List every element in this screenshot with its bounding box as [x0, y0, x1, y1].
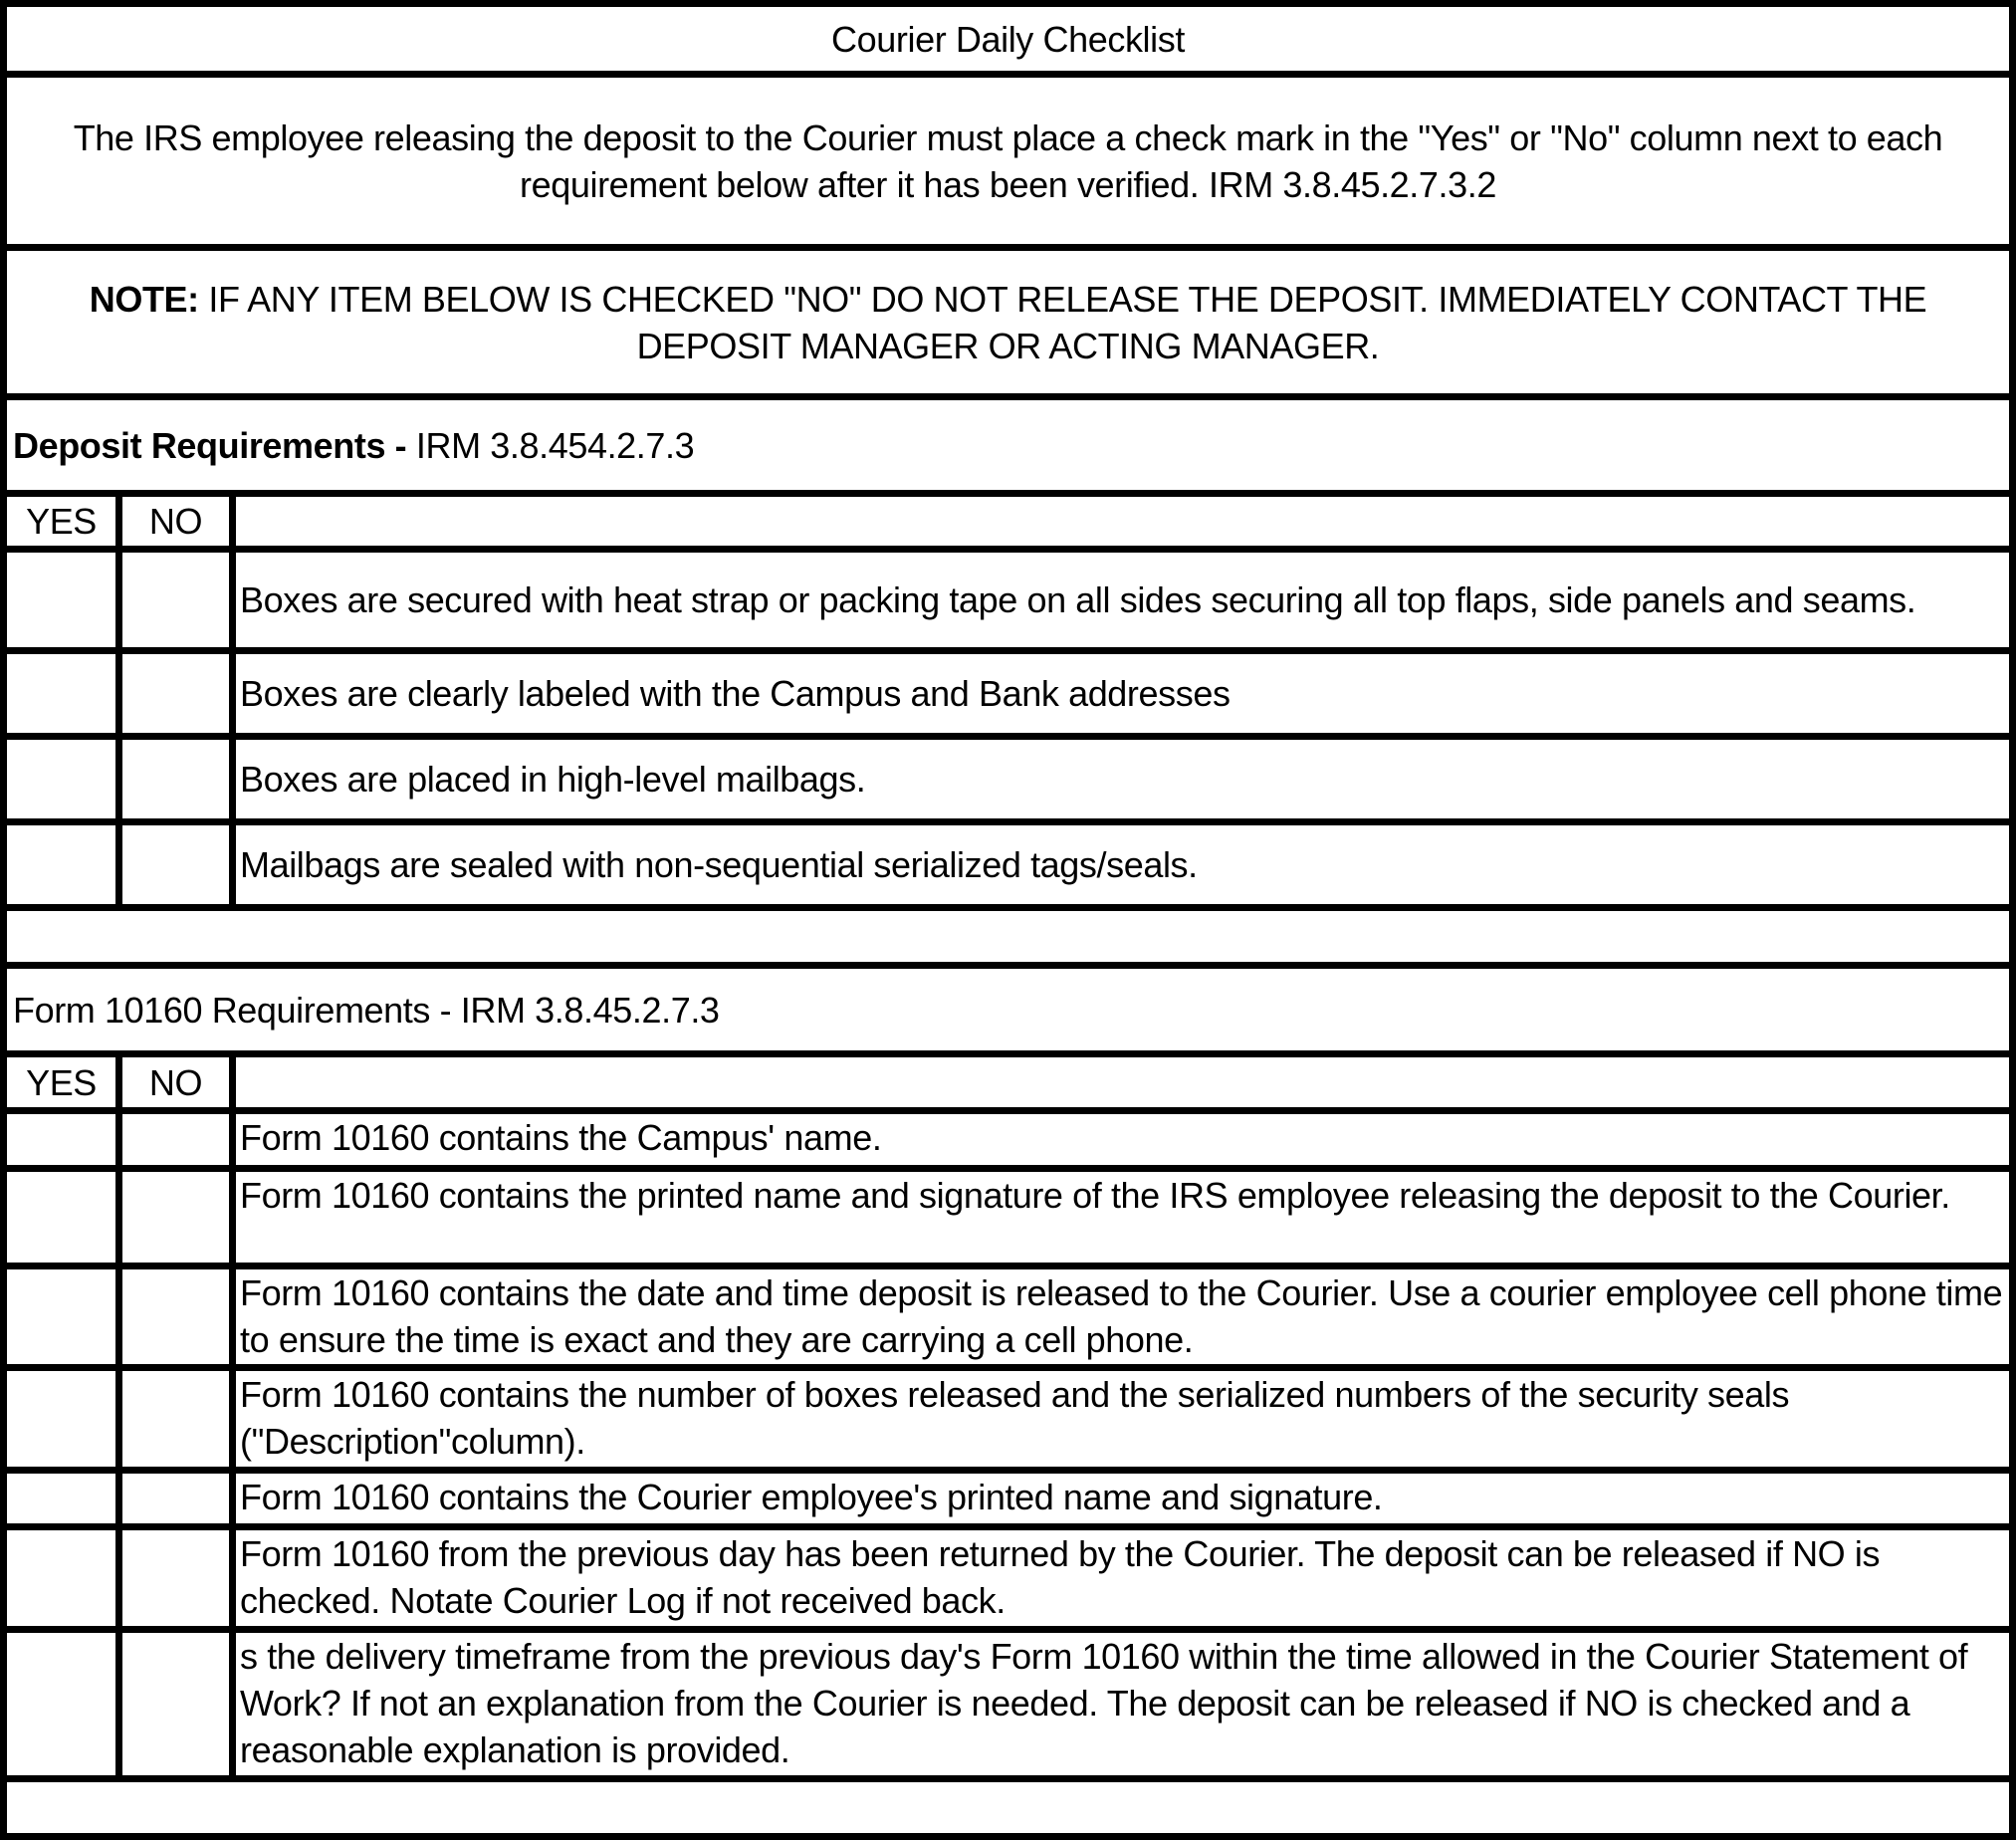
- no-checkbox-cell[interactable]: [119, 550, 233, 651]
- no-column-header: NO: [119, 494, 233, 550]
- yes-column-header: YES: [4, 494, 119, 550]
- spacer-row: [4, 1779, 2013, 1837]
- yes-column-header: YES: [4, 1054, 119, 1111]
- form-column-header-row: [4, 1054, 2013, 1111]
- yes-checkbox-cell[interactable]: [4, 1471, 119, 1527]
- deposit-section-header-row: [4, 397, 2013, 494]
- spacer-row: [4, 908, 2013, 966]
- deposit-column-header-row: [4, 494, 2013, 550]
- yes-checkbox-cell[interactable]: [4, 1368, 119, 1471]
- table-row: [4, 550, 2013, 651]
- table-row: [4, 1169, 2013, 1266]
- yes-checkbox-cell[interactable]: [4, 1266, 119, 1368]
- yes-checkbox-cell[interactable]: [4, 550, 119, 651]
- requirement-column-header: [233, 1054, 2013, 1111]
- note-text: [4, 248, 2013, 397]
- yes-checkbox-cell[interactable]: [4, 1169, 119, 1266]
- yes-checkbox-cell[interactable]: [4, 1630, 119, 1779]
- no-checkbox-cell[interactable]: [119, 1111, 233, 1169]
- table-row: [4, 651, 2013, 737]
- requirement-text: Form 10160 contains the Courier employee's printed name and signature.: [233, 1471, 2013, 1527]
- no-checkbox-cell[interactable]: [119, 1169, 233, 1266]
- blank-cell: [4, 908, 2013, 966]
- table-row: [4, 1630, 2013, 1779]
- requirement-text: Form 10160 contains the number of boxes released and the serialized numbers of the security seals ("Description"column).: [233, 1368, 2013, 1471]
- table-row: [4, 737, 2013, 822]
- note-row: [4, 248, 2013, 397]
- form-section-header-row: [4, 966, 2013, 1054]
- table-row: [4, 1111, 2013, 1169]
- no-checkbox-cell[interactable]: [119, 1471, 233, 1527]
- requirement-text: Mailbags are sealed with non-sequential serialized tags/seals.: [233, 822, 2013, 908]
- table-row: [4, 1368, 2013, 1471]
- no-checkbox-cell[interactable]: [119, 1527, 233, 1630]
- requirement-text: Form 10160 contains the Campus' name.: [233, 1111, 2013, 1169]
- yes-checkbox-cell[interactable]: [4, 1527, 119, 1630]
- no-checkbox-cell[interactable]: [119, 651, 233, 737]
- yes-checkbox-cell[interactable]: [4, 651, 119, 737]
- instruction-row: [4, 75, 2013, 248]
- blank-cell: [4, 1779, 2013, 1837]
- no-checkbox-cell[interactable]: [119, 822, 233, 908]
- requirement-text: Boxes are placed in high-level mailbags.: [233, 737, 2013, 822]
- requirement-text: Boxes are clearly labeled with the Campus and Bank addresses: [233, 651, 2013, 737]
- yes-checkbox-cell[interactable]: [4, 1111, 119, 1169]
- table-row: [4, 1471, 2013, 1527]
- no-checkbox-cell[interactable]: [119, 1266, 233, 1368]
- yes-checkbox-cell[interactable]: [4, 737, 119, 822]
- requirement-text: Form 10160 contains the date and time deposit is released to the Courier. Use a courier employee cell phone time to ensure the time is exact and they are carrying a cell phone.: [233, 1266, 2013, 1368]
- requirement-text: Form 10160 from the previous day has been returned by the Courier. The deposit can be released if NO is checked. Notate Courier Log if not received back.: [233, 1527, 2013, 1630]
- deposit-section-title: Deposit Requirements -: [13, 424, 416, 466]
- requirement-text: s the delivery timeframe from the previous day's Form 10160 within the time allowed in the Courier Statement of Work? If not an explanation from the Courier is needed. The deposit can be released if NO is checked and a reasonable explanation is provided.: [233, 1630, 2013, 1779]
- form-section-header: Form 10160 Requirements - IRM 3.8.45.2.7.3: [4, 966, 2013, 1054]
- no-column-header: NO: [119, 1054, 233, 1111]
- requirement-column-header: [233, 494, 2013, 550]
- table-row: [4, 1527, 2013, 1630]
- requirement-text: Form 10160 contains the printed name and signature of the IRS employee releasing the deposit to the Courier.: [233, 1169, 2013, 1266]
- no-checkbox-cell[interactable]: [119, 1368, 233, 1471]
- note-label: NOTE:: [89, 278, 199, 320]
- deposit-section-ref: IRM 3.8.454.2.7.3: [415, 424, 695, 466]
- page-title: Courier Daily Checklist: [4, 4, 2013, 75]
- deposit-section-header: [4, 397, 2013, 494]
- no-checkbox-cell[interactable]: [119, 737, 233, 822]
- table-row: [4, 822, 2013, 908]
- title-row: [4, 4, 2013, 75]
- yes-checkbox-cell[interactable]: [4, 822, 119, 908]
- instruction-text: The IRS employee releasing the deposit to the Courier must place a check mark in the "Yes" or "No" column next to each requirement below after it has been verified. IRM 3.8.45.2.7.3.2: [4, 75, 2013, 248]
- note-body: IF ANY ITEM BELOW IS CHECKED "NO" DO NOT RELEASE THE DEPOSIT. IMMEDIATELY CONTACT THE DEPOSIT MANAGER OR ACTING MANAGER.: [198, 278, 1927, 366]
- no-checkbox-cell[interactable]: [119, 1630, 233, 1779]
- requirement-text: Boxes are secured with heat strap or packing tape on all sides securing all top flaps, side panels and seams.: [233, 550, 2013, 651]
- table-row: [4, 1266, 2013, 1368]
